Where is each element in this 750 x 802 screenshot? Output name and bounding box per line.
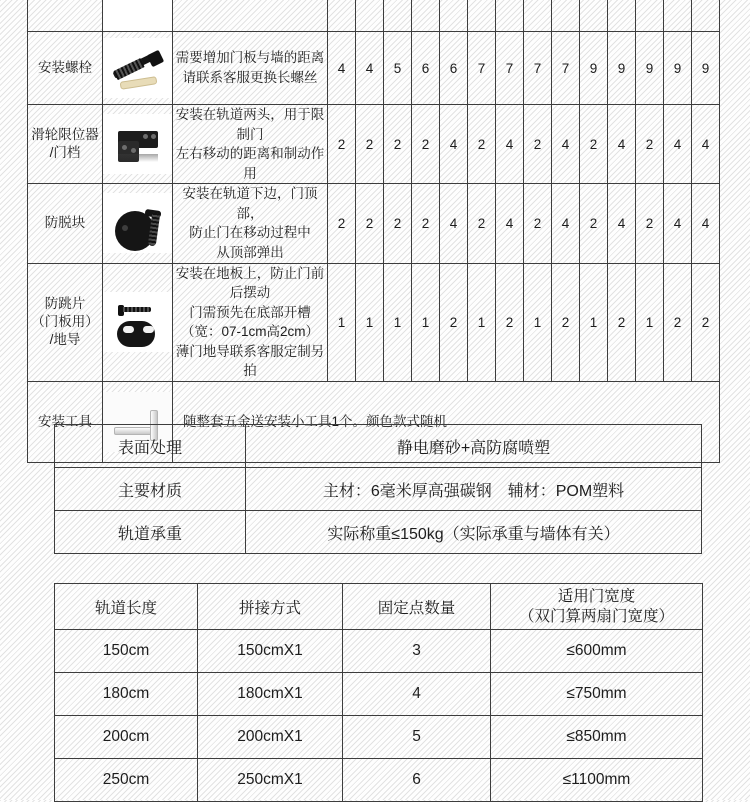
spec-key: 主要材质 [55,468,246,511]
qty-cell: 2 [524,184,552,263]
floor-guide-icon [103,292,172,352]
qty-cell: 1 [468,263,496,381]
cell-door-width: ≤850mm [491,716,703,759]
qty-cell: 4 [692,105,720,184]
clipped-qty-cell [692,0,720,32]
clipped-qty-cell [384,0,412,32]
clipped-qty-cell [552,0,580,32]
track-length-table [54,583,703,802]
qty-cell: 1 [412,263,440,381]
clipped-name-cell [28,0,103,32]
spec-key: 轨道承重 [55,511,246,554]
door-stopper-icon [103,114,172,174]
qty-cell: 2 [524,105,552,184]
qty-cell: 2 [636,105,664,184]
clipped-qty-cell [328,0,356,32]
qty-cell: 7 [552,32,580,105]
qty-cell: 2 [328,105,356,184]
part-name-line: 滑轮限位器 [31,126,99,142]
qty-cell: 2 [356,184,384,263]
cell-door-width: ≤600mm [491,630,703,673]
part-name-line: （门板用） [31,314,99,330]
cell-splice-method: 250cmX1 [198,759,343,802]
qty-cell: 4 [552,105,580,184]
qty-cell: 2 [552,263,580,381]
clipped-qty-cell [496,0,524,32]
qty-cell: 2 [384,184,412,263]
cell-fix-points: 4 [343,673,491,716]
bolt-icon [103,38,172,98]
qty-cell: 2 [356,105,384,184]
part-name-line: /地导 [49,332,81,348]
qty-cell: 4 [440,105,468,184]
cell-track-length: 250cm [55,759,198,802]
qty-cell: 4 [692,184,720,263]
qty-cell: 2 [692,263,720,381]
qty-cell: 1 [384,263,412,381]
spec-value: 静电磨砂+高防腐喷塑 [246,425,702,468]
part-description [173,105,328,184]
desc-line: 门需预先在底部开槽 [189,304,311,320]
qty-cell: 9 [692,32,720,105]
part-image-cell [103,32,173,105]
anti-drop-block-icon [103,193,172,253]
part-description [173,32,328,105]
part-description [173,184,328,263]
part-name: 安装螺栓 [28,32,103,105]
part-image-cell [103,105,173,184]
qty-cell: 2 [468,105,496,184]
table-row [55,468,702,511]
qty-cell: 5 [384,32,412,105]
qty-cell: 7 [496,32,524,105]
qty-cell: 4 [440,184,468,263]
desc-line: 需要增加门板与墙的距离 [175,50,325,66]
table-row [28,263,720,381]
cell-door-width: ≤750mm [491,673,703,716]
qty-cell: 9 [608,32,636,105]
clipped-desc-cell [173,0,328,32]
table-row [55,716,703,759]
qty-cell: 2 [328,184,356,263]
desc-line: 从顶部弹出 [216,244,284,260]
cell-door-width: ≤1100mm [491,759,703,802]
clipped-qty-cell [468,0,496,32]
qty-cell: 4 [608,184,636,263]
qty-cell: 6 [412,32,440,105]
qty-cell: 2 [608,263,636,381]
qty-cell: 4 [496,184,524,263]
qty-cell: 4 [496,105,524,184]
clipped-qty-cell [524,0,552,32]
table-row [55,511,702,554]
clipped-qty-cell [580,0,608,32]
part-image-cell [103,263,173,381]
parts-list-table [27,0,720,463]
cell-fix-points: 6 [343,759,491,802]
part-name: 安装工具 [28,381,103,462]
qty-cell: 1 [356,263,384,381]
header-door-width-line1: 适用门宽度 [557,588,636,606]
table-row [28,184,720,263]
qty-cell: 1 [636,263,664,381]
desc-line: 薄门地导联系客服定制另拍 [175,343,325,379]
clipped-qty-cell [664,0,692,32]
header-fix-points: 固定点数量 [343,584,491,630]
desc-line: 安装在轨道下边，门顶部， [182,186,318,221]
table-row [55,425,702,468]
qty-cell: 1 [524,263,552,381]
cell-splice-method: 180cmX1 [198,673,343,716]
table-row [55,759,703,802]
part-name [28,105,103,184]
part-name-line: 防跳片 [44,295,86,311]
table-row [55,630,703,673]
qty-cell: 4 [664,105,692,184]
cell-track-length: 150cm [55,630,198,673]
qty-cell: 4 [552,184,580,263]
part-image-cell [103,184,173,263]
desc-line: 安装在轨道两头，用于限制门 [175,107,325,142]
clipped-image-cell [103,0,173,32]
table-row [28,32,720,105]
qty-cell: 2 [664,263,692,381]
qty-cell: 4 [356,32,384,105]
spec-value: 主材：6毫米厚高强碳钢 辅材：POM塑料 [246,468,702,511]
qty-cell: 9 [636,32,664,105]
header-door-width-line2: （双门算两扇门宽度） [518,607,674,625]
part-name-line: /门档 [49,145,81,161]
cell-fix-points: 3 [343,630,491,673]
part-name [28,263,103,381]
desc-line: （宽：07-1cm高2cm） [180,324,320,340]
qty-cell: 2 [580,184,608,263]
qty-cell: 2 [412,105,440,184]
qty-cell: 2 [636,184,664,263]
clipped-qty-cell [440,0,468,32]
qty-cell: 4 [328,32,356,105]
table-row [28,0,720,32]
part-description: 随整套五金送安装小工具1个。颜色款式随机 [173,381,720,462]
cell-splice-method: 150cmX1 [198,630,343,673]
desc-line: 防止门在移动过程中 [189,225,311,241]
desc-line: 请联系客服更换长螺丝 [182,70,318,85]
header-track-length: 轨道长度 [55,584,198,630]
qty-cell: 2 [468,184,496,263]
table-header-row [55,584,703,630]
qty-cell: 2 [412,184,440,263]
qty-cell: 2 [580,105,608,184]
qty-cell: 6 [440,32,468,105]
qty-cell: 4 [664,184,692,263]
cell-track-length: 180cm [55,673,198,716]
clipped-qty-cell [412,0,440,32]
cell-splice-method: 200cmX1 [198,716,343,759]
table-row [28,105,720,184]
qty-cell: 7 [468,32,496,105]
cell-track-length: 200cm [55,716,198,759]
desc-line: 左右移动的距离和制动作用 [175,146,325,181]
clipped-qty-cell [608,0,636,32]
desc-line: 安装在地板上，防止门前后摆动 [175,265,325,301]
specification-table [54,424,702,554]
clipped-qty-cell [636,0,664,32]
part-description [173,263,328,381]
header-door-width [491,584,703,630]
qty-cell: 4 [608,105,636,184]
header-splice-method: 拼接方式 [198,584,343,630]
table-row [55,673,703,716]
qty-cell: 9 [664,32,692,105]
clipped-thumbnail [103,0,172,31]
qty-cell: 2 [440,263,468,381]
spec-value: 实际称重≤150kg（实际承重与墙体有关） [246,511,702,554]
part-name: 防脱块 [28,184,103,263]
qty-cell: 1 [580,263,608,381]
qty-cell: 1 [328,263,356,381]
clipped-qty-cell [356,0,384,32]
qty-cell: 7 [524,32,552,105]
spec-key: 表面处理 [55,425,246,468]
qty-cell: 9 [580,32,608,105]
qty-cell: 2 [496,263,524,381]
cell-fix-points: 5 [343,716,491,759]
qty-cell: 2 [384,105,412,184]
